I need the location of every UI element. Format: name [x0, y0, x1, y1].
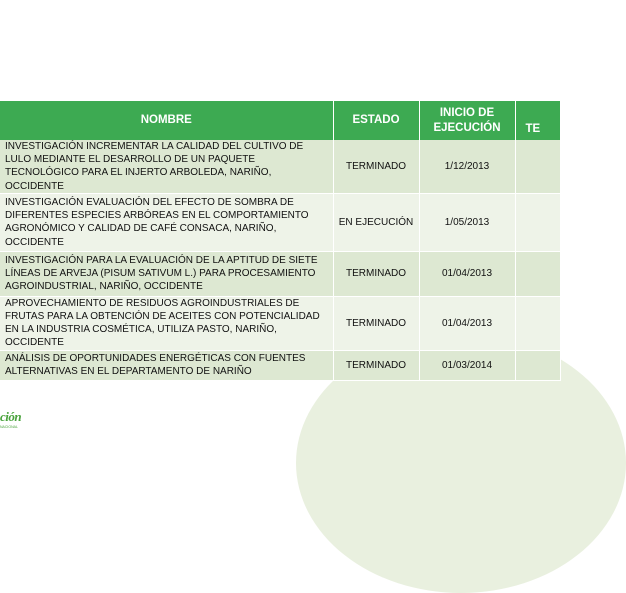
projects-table [0, 101, 561, 381]
header-estado: ESTADO [333, 101, 419, 140]
cell-inicio: 01/04/2013 [419, 251, 515, 296]
cell-terminacion [515, 140, 560, 193]
header-nombre: NOMBRE [0, 101, 333, 140]
table-row [0, 193, 560, 251]
cell-inicio: 01/04/2013 [419, 296, 515, 350]
logo [0, 410, 26, 432]
table-row [0, 251, 560, 296]
cell-inicio: 1/05/2013 [419, 193, 515, 251]
cell-nombre: APROVECHAMIENTO DE RESIDUOS AGROINDUSTRIALES DE FRUTAS PARA LA OBTENCIÓN DE ACEITES CON POTENCIALIDAD EN LA INDUSTRIA COSMÉTICA, UTILIZA PASTO, NARIÑO, OCCIDENTE [0, 296, 333, 350]
cell-inicio: 01/03/2014 [419, 350, 515, 380]
cell-nombre: INVESTIGACIÓN INCREMENTAR LA CALIDAD DEL CULTIVO DE LULO MEDIANTE EL DESARROLLO DE UN PAQUETE TECNOLÓGICO PARA EL INJERTO ARBOLEDA, NARIÑO, OCCIDENTE [0, 140, 333, 193]
table-row [0, 296, 560, 350]
cell-estado: EN EJECUCIÓN [333, 193, 419, 251]
logo-wordmark: ción [0, 409, 22, 424]
cell-nombre: INVESTIGACIÓN EVALUACIÓN DEL EFECTO DE SOMBRA DE DIFERENTES ESPECIES ARBÓREAS EN EL COMPORTAMIENTO AGRONÓMICO Y CALIDAD DE CAFÉ CONSACA, NARIÑO, OCCIDENTE [0, 193, 333, 251]
cell-terminacion [515, 251, 560, 296]
cell-terminacion [515, 296, 560, 350]
table-header-row [0, 101, 560, 140]
cell-terminacion [515, 350, 560, 380]
header-terminacion: TE [515, 101, 560, 140]
cell-estado: TERMINADO [333, 251, 419, 296]
cell-inicio: 1/12/2013 [419, 140, 515, 193]
cell-estado: TERMINADO [333, 350, 419, 380]
cell-estado: TERMINADO [333, 140, 419, 193]
table-row [0, 140, 560, 193]
header-inicio: INICIO DE EJECUCIÓN [419, 101, 515, 140]
cell-nombre: INVESTIGACIÓN PARA LA EVALUACIÓN DE LA APTITUD DE SIETE LÍNEAS DE ARVEJA (PISUM SATIVUM L.) PARA PROCESAMIENTO AGROINDUSTRIAL, NARIÑO, OCCIDENTE [0, 251, 333, 296]
cell-estado: TERMINADO [333, 296, 419, 350]
cell-terminacion [515, 193, 560, 251]
table-row [0, 350, 560, 380]
cell-nombre: ANÁLISIS DE OPORTUNIDADES ENERGÉTICAS CON FUENTES ALTERNATIVAS EN EL DEPARTAMENTO DE NARIÑO [0, 350, 333, 380]
logo-subtitle: NACIONAL [0, 425, 18, 429]
